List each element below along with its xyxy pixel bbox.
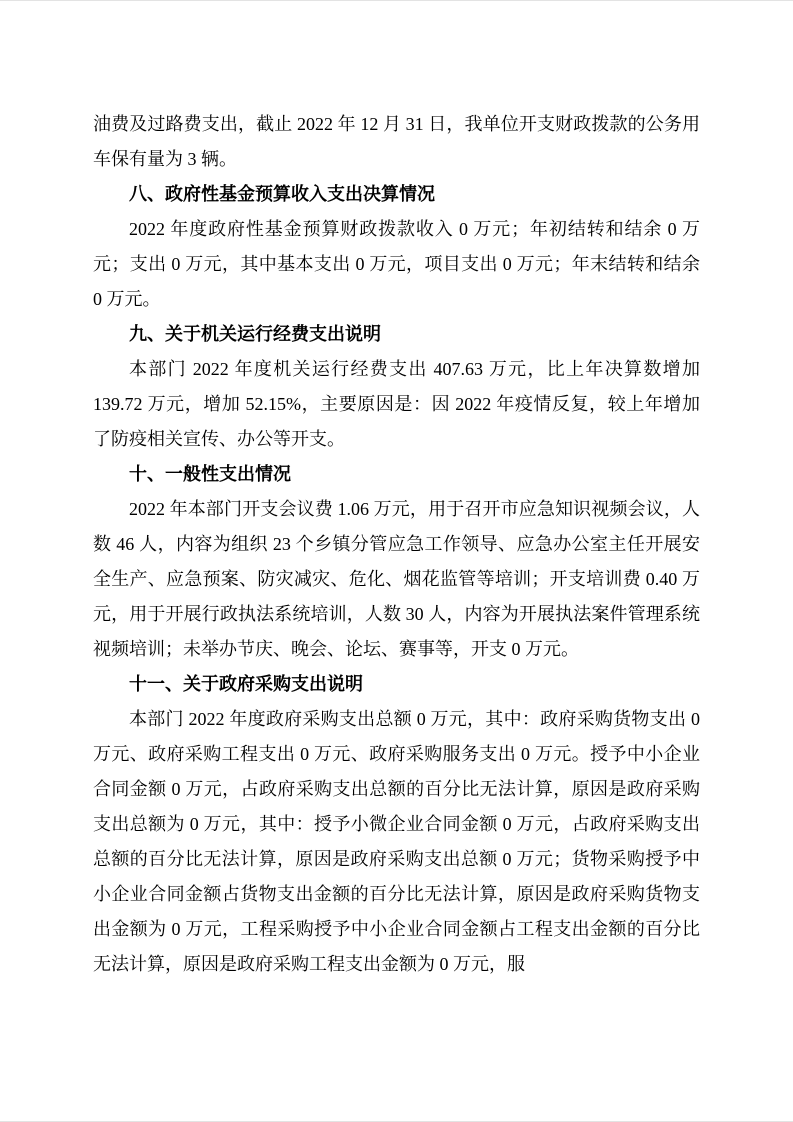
section-heading-9-agency-operating-expense: 九、关于机关运行经费支出说明 [129,324,381,344]
section-heading-10-general-expenditure: 十、一般性支出情况 [129,464,291,484]
paragraph-government-procurement-details: 本部门 2022 年度政府采购支出总额 0 万元，其中：政府采购货物支出 0 万元、政府采购工程支出 0 万元、政府采购服务支出 0 万元。授予中小企业合同金额 0 万元，占政府采购支出总额的百分比无法计算，原因是政府采购支出总额为 0 万元，其中：授予小微企业合同金额 0 万元，占政府采购支出总额的百分比无法计算，原因是政府采购支出总额 0 万元；货物采购授予中小企业合同金额占货物支出金额的百分比无法计算，原因是政府采购货物支出金额为 0 万元，工程采购授予中小企业合同金额占工程支出金额的百分比无法计算，原因是政府采购工程支出金额为 0 万元，服 [93,709,700,974]
paragraph-general-expenditure-details: 2022 年本部门开支会议费 1.06 万元，用于召开市应急知识视频会议，人数 46 人，内容为组织 23 个乡镇分管应急工作领导、应急办公室主任开展安全生产、应急预案、防灾减灾、危化、烟花监管等培训；开支培训费 0.40 万元，用于开展行政执法系统培训，人数 30 人，内容为开展执法案件管理系统视频培训；未举办节庆、晚会、论坛、赛事等，开支 0 万元。 [93,499,700,659]
paragraph-agency-operating-expense-details: 本部门 2022 年度机关运行经费支出 407.63 万元，比上年决算数增加 139.72 万元，增加 52.15%，主要原因是：因 2022 年疫情反复，较上年增加了防疫相关宣传、办公等开支。 [93,359,700,449]
section-heading-8-government-fund-budget: 八、政府性基金预算收入支出决算情况 [129,184,435,204]
paragraph-government-fund-budget-details: 2022 年度政府性基金预算财政拨款收入 0 万元；年初结转和结余 0 万元；支出 0 万元，其中基本支出 0 万元，项目支出 0 万元；年末结转和结余 0 万元。 [93,219,700,309]
paragraph-vehicle-expense-continuation: 油费及过路费支出，截止 2022 年 12 月 31 日，我单位开支财政拨款的公务用车保有量为 3 辆。 [93,114,700,169]
section-heading-11-government-procurement: 十一、关于政府采购支出说明 [129,674,363,694]
